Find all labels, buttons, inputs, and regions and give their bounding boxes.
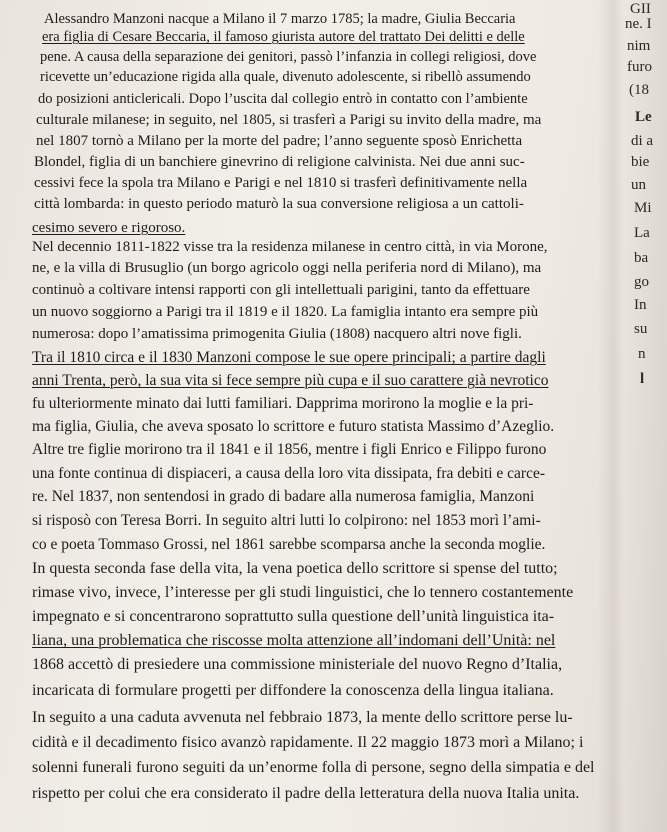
text-line: rimase vivo, invece, l’interesse per gli studi linguistici, che lo tennero costantemente [32, 584, 574, 601]
margin-fragment: di a [631, 133, 654, 149]
text-line: nel 1807 tornò a Milano per la morte del padre; l’anno seguente sposò Enrichetta [36, 133, 523, 149]
margin-fragment: (18 [629, 82, 649, 98]
margin-fragment: La [634, 225, 650, 241]
text-line: pene. A causa della separazione dei genitori, passò l’infanzia in collegi religiosi, dove [40, 49, 537, 65]
text-line: ricevette un’educazione rigida alla quale, divenuto adolescente, si ribellò assumendo [40, 69, 531, 85]
margin-fragment: go [634, 274, 649, 290]
text-line: re. Nel 1837, non sentendosi in grado di badare alla numerosa famiglia, Manzoni [32, 488, 535, 505]
text-line: anni Trenta, però, la sua vita si fece sempre più cupa e il suo carattere già nevrotico [32, 372, 549, 389]
text-line: continuò a coltivare intensi rapporti con gli intellettuali parigini, tanto da effettuare [32, 282, 530, 298]
text-line: rispetto per colui che era considerato il padre della letteratura della nuova Italia unita. [32, 785, 580, 802]
text-line: si risposò con Teresa Borri. In seguito altri lutti lo colpirono: nel 1853 morì l’ami- [32, 512, 541, 529]
margin-fragment: ba [634, 250, 649, 266]
text-line: do posizioni anticlericali. Dopo l’uscita dal collegio entrò in contatto con l’ambiente [38, 91, 528, 107]
margin-fragment: l [640, 371, 645, 387]
text-line: cessivi fece la spola tra Milano e Parigi e nel 1810 si trasferì definitivamente nella [34, 175, 528, 191]
text-line: co e poeta Tommaso Grossi, nel 1861 sarebbe scomparsa anche la seconda moglie. [32, 536, 546, 553]
text-line: cidità e il decadimento fisico avanzò rapidamente. Il 22 maggio 1873 morì a Milano; i [32, 734, 584, 751]
text-line: Alessandro Manzoni nacque a Milano il 7 marzo 1785; la madre, Giulia Beccaria [44, 11, 516, 27]
margin-fragment: GII [630, 1, 651, 17]
adjacent-page-column [620, 0, 667, 832]
text-line: impegnato e si concentrarono soprattutto sulla questione dell’unità linguistica ita- [32, 608, 555, 625]
margin-fragment: un [631, 177, 646, 193]
text-line: solenni funerali furono seguiti da un’enorme folla di persone, segno della simpatia e del [32, 759, 595, 776]
margin-fragment: Mi [634, 200, 652, 216]
text-line: una fonte continua di dispiaceri, a causa della loro vita dissipata, fra debiti e carce- [32, 465, 546, 482]
text-line: Altre tre figlie morirono tra il 1841 e il 1856, mentre i figli Enrico e Filippo furono [32, 441, 547, 458]
text-line: numerosa: dopo l’amatissima primogenita Giulia (1808) nacquero altri nove figli. [32, 326, 522, 342]
margin-fragment: n [638, 346, 646, 362]
text-line: Nel decennio 1811-1822 visse tra la residenza milanese in centro città, in via Morone, [32, 239, 548, 255]
margin-fragment: furo [627, 59, 652, 75]
text-line: In seguito a una caduta avvenuta nel febbraio 1873, la mente dello scrittore perse lu- [32, 709, 573, 726]
text-line: ne, e la villa di Brusuglio (un borgo agricolo oggi nella periferia nord di Milano), ma [32, 260, 542, 276]
text-line: fu ulteriormente minato dai lutti familiari. Dapprima morirono la moglie e la pri- [32, 395, 534, 412]
text-line: cesimo severo e rigoroso. [32, 220, 186, 236]
text-line: un nuovo soggiorno a Parigi tra il 1819 e il 1820. La famiglia intanto era sempre più [32, 304, 539, 320]
margin-fragment: ne. I [625, 16, 652, 32]
text-line: Blondel, figlia di un banchiere ginevrino di religione calvinista. Nei due anni suc- [34, 154, 525, 170]
margin-fragment: su [634, 321, 648, 337]
text-line: culturale milanese; in seguito, nel 1805, si trasferì a Parigi su invito della madre, ma [36, 112, 542, 128]
margin-fragment: Le [635, 109, 652, 125]
text-line: città lombarda: in questo periodo maturò la sua conversione religiosa a un cattoli- [34, 196, 524, 212]
text-line: In questa seconda fase della vita, la vena poetica dello scrittore si spense del tutto; [32, 560, 558, 577]
margin-fragment: bie [631, 154, 650, 170]
margin-fragment: In [634, 297, 647, 313]
text-line: ma figlia, Giulia, che aveva sposato lo scrittore e futuro statista Massimo d’Azeglio. [32, 418, 555, 435]
text-line: incaricata di formulare progetti per diffondere la conoscenza della lingua italiana. [32, 682, 554, 699]
margin-fragment: nim [627, 38, 651, 54]
text-line: Tra il 1810 circa e il 1830 Manzoni compose le sue opere principali; a partire dagli [32, 349, 546, 366]
text-line: liana, una problematica che riscosse molta attenzione all’indomani dell’Unità: nel [32, 632, 556, 649]
text-line: era figlia di Cesare Beccaria, il famoso giurista autore del trattato Dei delitti e delle [42, 29, 525, 45]
text-line: 1868 accettò di presiedere una commissione ministeriale del nuovo Regno d’Italia, [32, 656, 563, 673]
